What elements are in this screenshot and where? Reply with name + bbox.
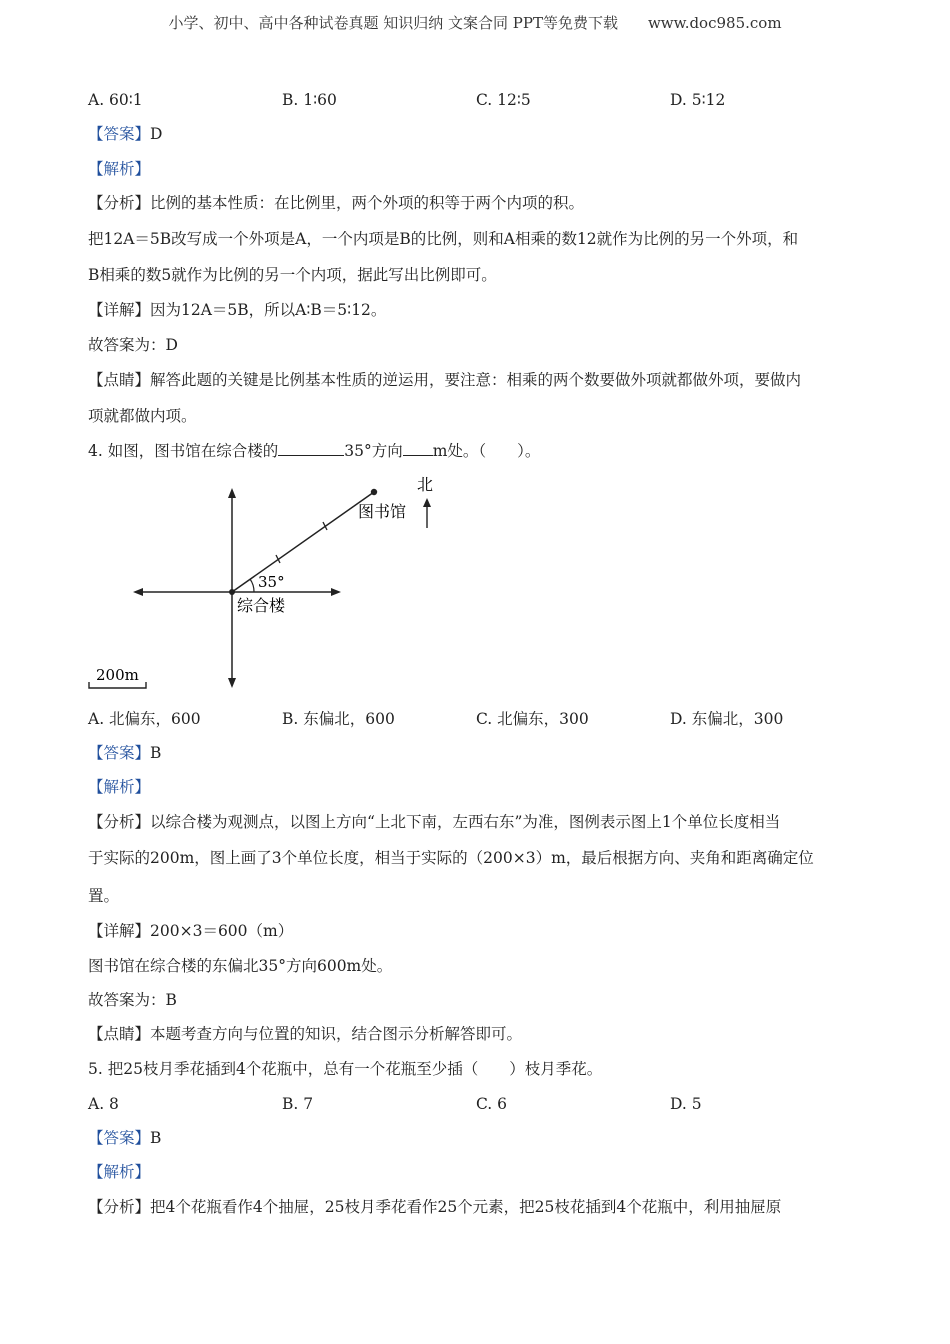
fenxi-label: 【分析】 [88, 1198, 151, 1216]
answer-label: 【答案】 [88, 125, 151, 143]
answer-value: B [150, 744, 162, 762]
q3-option-c[interactable]: C. 12∶5 [476, 91, 531, 109]
q3-tip-line-1 [88, 370, 801, 390]
q3-body-line-1: 把12A＝5B改写成一个外项是A，一个内项是B的比例，则和A相乘的数12就作为比例的另一个外项，和 [88, 230, 799, 248]
q4-detail [88, 921, 293, 941]
detail-text: 200×3＝600（m） [150, 922, 294, 940]
origin-point [229, 589, 235, 595]
fenxi-text: 比例的基本性质：在比例里，两个外项的积等于两个内项的积。 [150, 194, 585, 212]
q3-body-line-2: B相乘的数5就作为比例的另一个内项，据此写出比例即可。 [88, 266, 497, 284]
q4-answer [88, 743, 161, 763]
q5-stem: 5. 把25枝月季花插到4个花瓶中，总有一个花瓶至少插（ ）枝月季花。 [88, 1060, 603, 1078]
q5-analysis-label: 【解析】 [88, 1163, 151, 1181]
q3-option-b[interactable]: B. 1∶60 [282, 91, 337, 109]
fenxi-label: 【分析】 [88, 194, 151, 212]
horizontal-axis-arrow-left [133, 588, 143, 596]
q5-fenxi [88, 1197, 781, 1217]
q3-option-d[interactable]: D. 5∶12 [670, 91, 726, 109]
horizontal-axis-arrow-right [331, 588, 341, 596]
library-ray [232, 492, 374, 592]
q3-option-a[interactable]: A. 60∶1 [88, 91, 143, 109]
tip-label: 【点睛】 [88, 1025, 151, 1043]
q3-fenxi [88, 193, 584, 213]
q5-option-a[interactable]: A. 8 [88, 1095, 119, 1113]
q4-tip [88, 1024, 522, 1044]
fenxi-text: 以综合楼为观测点，以图上方向“上北下南，左西右东”为准，图例表示图上1个单位长度相当 [150, 813, 781, 831]
scale-label: 200m [96, 666, 139, 684]
q3-conclusion: 故答案为：D [88, 336, 178, 354]
q4-analysis-label: 【解析】 [88, 778, 151, 796]
q3-detail [88, 300, 386, 320]
detail-text: 因为12A＝5B，所以A∶B＝5∶12。 [150, 301, 387, 319]
answer-label: 【答案】 [88, 744, 151, 762]
q4-option-d[interactable]: D. 东偏北，300 [670, 710, 784, 728]
q4-distance-blank [403, 441, 433, 456]
detail-label: 【详解】 [88, 301, 151, 319]
fenxi-text: 把4个花瓶看作4个抽屉，25枝月季花看作25个元素，把25枝花插到4个花瓶中，利用抽屉原 [150, 1198, 782, 1216]
origin-label: 综合楼 [237, 596, 286, 615]
q4-detail-line-2: 图书馆在综合楼的东偏北35°方向600m处。 [88, 957, 393, 975]
answer-value: B [150, 1129, 162, 1147]
angle-label: 35° [258, 573, 285, 591]
answer-label: 【答案】 [88, 1129, 151, 1147]
vertical-axis-arrow-down [228, 678, 236, 688]
q5-option-c[interactable]: C. 6 [476, 1095, 508, 1113]
library-label: 图书馆 [358, 502, 407, 521]
q4-fenxi-line-2: 于实际的200m，图上画了3个单位长度，相当于实际的（200×3）m，最后根据方向、夹角和距离确定位 [88, 849, 814, 867]
north-arrow-icon [423, 498, 431, 507]
library-point [371, 489, 377, 495]
q4-direction-figure [96, 470, 460, 700]
q5-answer [88, 1128, 161, 1148]
q4-option-b[interactable]: B. 东偏北，600 [282, 710, 395, 728]
q5-option-b[interactable]: B. 7 [282, 1095, 314, 1113]
q5-option-d[interactable]: D. 5 [670, 1095, 702, 1113]
q4-direction-blank [278, 441, 344, 456]
q4-stem-part-3: m处。（ ）。 [432, 442, 541, 460]
answer-value: D [150, 125, 163, 143]
q4-fenxi-line-1 [88, 812, 780, 832]
angle-arc [250, 579, 254, 592]
q4-stem [88, 441, 540, 461]
q4-option-c[interactable]: C. 北偏东，300 [476, 710, 589, 728]
north-label: 北 [417, 475, 434, 494]
q4-stem-part-2: 35°方向 [344, 442, 403, 460]
q4-conclusion: 故答案为：B [88, 991, 177, 1009]
tip-text: 解答此题的关键是比例基本性质的逆运用，要注意：相乘的两个数要做外项就都做外项，要做内 [150, 371, 802, 389]
q3-answer [88, 124, 162, 144]
q4-stem-part-1: 4. 如图，图书馆在综合楼的 [88, 442, 279, 460]
fenxi-label: 【分析】 [88, 813, 151, 831]
q4-option-a[interactable]: A. 北偏东，600 [88, 710, 201, 728]
page-header: 小学、初中、高中各种试卷真题 知识归纳 文案合同 PPT等免费下载 www.doc985.com [168, 14, 782, 32]
q3-analysis-label: 【解析】 [88, 160, 151, 178]
vertical-axis-arrow-up [228, 488, 236, 498]
tip-text: 本题考查方向与位置的知识，结合图示分析解答即可。 [150, 1025, 523, 1043]
q4-fenxi-line-3: 置。 [88, 887, 120, 905]
q3-tip-line-2: 项就都做内项。 [88, 407, 197, 425]
detail-label: 【详解】 [88, 922, 151, 940]
tip-label: 【点睛】 [88, 371, 151, 389]
